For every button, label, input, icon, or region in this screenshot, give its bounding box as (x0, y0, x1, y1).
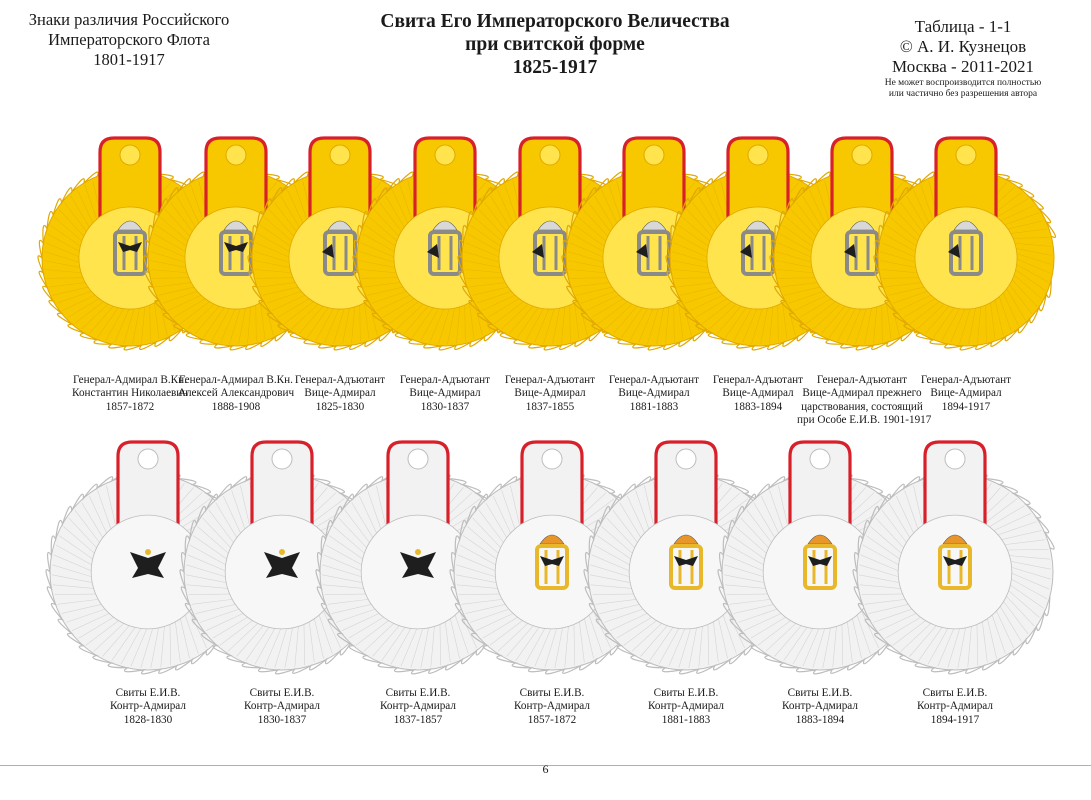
caption-line: Свиты Е.И.В. (787, 687, 853, 699)
caption-line: Свиты Е.И.В. (115, 687, 181, 699)
epaulette-caption (83, 687, 213, 727)
button-icon (956, 145, 976, 165)
crown-icon (279, 549, 285, 555)
button-icon (138, 449, 158, 469)
epaulette-caption (621, 687, 751, 727)
button-icon (852, 145, 872, 165)
caption-line: 1828-1830 (123, 713, 173, 726)
caption-line: Вице-Адмирал (930, 387, 1002, 400)
caption-line: 1888-1908 (211, 400, 261, 413)
caption-line: Вице-Адмирал (514, 387, 586, 400)
button-icon (748, 145, 768, 165)
button-icon (644, 145, 664, 165)
caption-line: Генерал-Адмирал В.Кн. (179, 374, 293, 386)
caption-line: Генерал-Адъютант (294, 374, 386, 386)
button-icon (435, 145, 455, 165)
place-date-line: Москва - 2011-2021 (892, 57, 1034, 76)
caption-line: 1894-1917 (930, 713, 980, 726)
page-title-line: 1825-1917 (512, 57, 598, 78)
field (898, 515, 1012, 629)
caption-line: Вице-Адмирал прежнего (802, 387, 922, 400)
caption-line: царствования, состоящий (801, 400, 923, 413)
caption-line: Генерал-Адъютант (399, 374, 491, 386)
caption-line: 1857-1872 (105, 400, 155, 413)
button-icon (676, 449, 696, 469)
caption-line: 1881-1883 (629, 400, 679, 413)
caption-line: Свиты Е.И.В. (519, 687, 585, 699)
caption-line: Контр-Адмирал (917, 700, 993, 713)
button-icon (542, 449, 562, 469)
caption-line: Вице-Адмирал (722, 387, 794, 400)
epaulette-caption (353, 687, 483, 727)
caption-line: 1830-1837 (420, 400, 470, 413)
caption-line: Алексей Александрович (177, 387, 295, 400)
caption-line: Свиты Е.И.В. (922, 687, 988, 699)
caption-line: Константин Николаевич (72, 387, 188, 400)
button-icon (810, 449, 830, 469)
page-title-line: Свита Его Императорского Величества (380, 11, 730, 32)
caption-line: 1857-1872 (527, 713, 577, 726)
caption-line: Контр-Адмирал (648, 700, 724, 713)
epaulette-caption (217, 687, 347, 727)
caption-line: Генерал-Адмирал В.Кн. (73, 374, 187, 386)
crown-icon (145, 549, 151, 555)
epaulette-caption (890, 687, 1020, 727)
caption-line: 1830-1837 (257, 713, 307, 726)
table-number: Таблица - 1-1 (914, 17, 1012, 36)
caption-line: 1825-1830 (315, 400, 365, 413)
caption-line: 1881-1883 (661, 713, 711, 726)
page-title-line: при свитской форме (465, 34, 645, 55)
caption-line: Свиты Е.И.В. (385, 687, 451, 699)
caption-line: Вице-Адмирал (618, 387, 690, 400)
button-icon (272, 449, 292, 469)
button-icon (330, 145, 350, 165)
page-number: 6 (542, 762, 549, 776)
bottom-row-epaulette-6 (853, 442, 1054, 674)
crown-icon (415, 549, 421, 555)
epaulette-caption (487, 687, 617, 727)
caption-line: Контр-Адмирал (244, 700, 320, 713)
caption-line: Контр-Адмирал (782, 700, 858, 713)
caption-line: Генерал-Адъютант (608, 374, 700, 386)
caption-line: Генерал-Адъютант (920, 374, 1012, 386)
caption-line: 1883-1894 (733, 400, 783, 413)
caption-line: Свиты Е.И.В. (653, 687, 719, 699)
caption-line: Генерал-Адъютант (712, 374, 804, 386)
button-icon (408, 449, 428, 469)
caption-line: 1837-1855 (525, 400, 575, 413)
caption-line: Контр-Адмирал (514, 700, 590, 713)
caption-line: 1837-1857 (393, 713, 443, 726)
button-icon (945, 449, 965, 469)
caption-line: Контр-Адмирал (380, 700, 456, 713)
caption-line: Свиты Е.И.В. (249, 687, 315, 699)
caption-line: Генерал-Адъютант (504, 374, 596, 386)
copyright-note-line: или частично без разрешения автора (888, 89, 1038, 99)
caption-line: Контр-Адмирал (110, 700, 186, 713)
copyright-line: © А. И. Кузнецов (899, 37, 1027, 56)
header-left-line: Знаки различия Российского (28, 10, 230, 29)
button-icon (540, 145, 560, 165)
epaulette-caption (755, 687, 885, 727)
copyright-note-line: Не может воспроизводится полностью (884, 78, 1042, 88)
header-left-line: 1801-1917 (93, 50, 165, 69)
caption-line: 1894-1917 (941, 400, 991, 413)
button-icon (120, 145, 140, 165)
top-row-epaulette-8 (874, 138, 1055, 350)
caption-line: 1883-1894 (795, 713, 845, 726)
epaulette-caption (901, 374, 1031, 414)
button-icon (226, 145, 246, 165)
caption-line: Вице-Адмирал (304, 387, 376, 400)
caption-line: Генерал-Адъютант (816, 374, 908, 386)
header-left-line: Императорского Флота (48, 30, 210, 49)
caption-line: при Особе Е.И.В. 1901-1917 (797, 414, 932, 427)
caption-line: Вице-Адмирал (409, 387, 481, 400)
